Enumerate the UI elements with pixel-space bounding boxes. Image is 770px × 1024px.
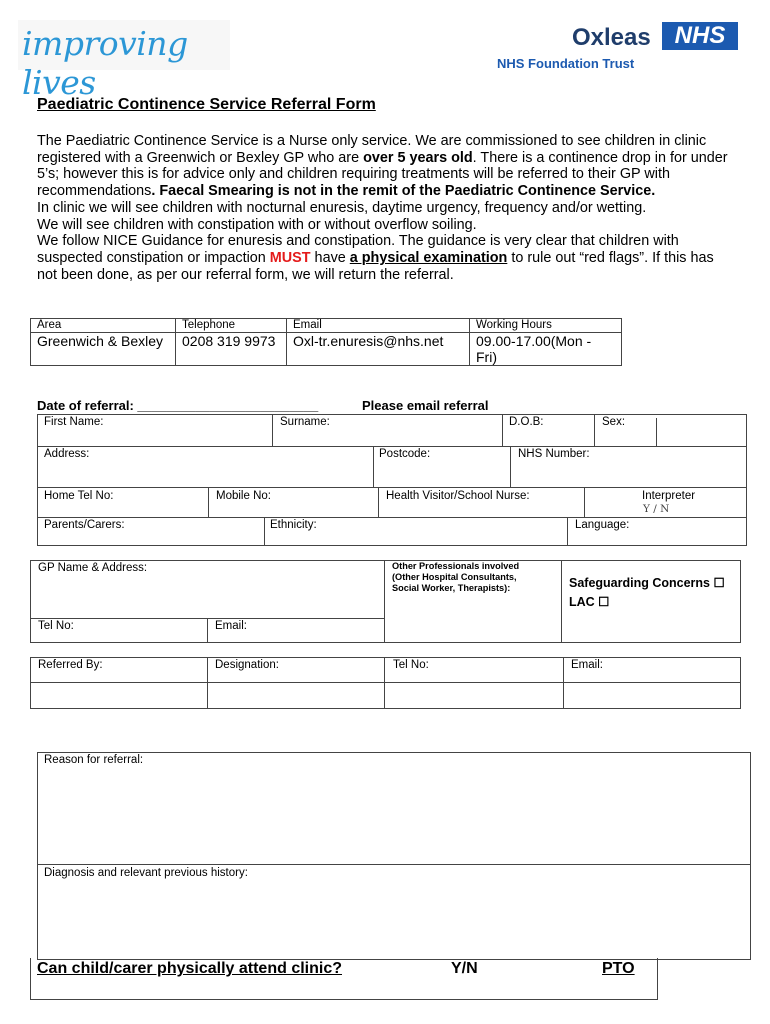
divider bbox=[584, 487, 585, 517]
designation-field[interactable]: Designation: bbox=[215, 659, 279, 671]
divider bbox=[594, 414, 595, 446]
divider bbox=[207, 618, 208, 643]
divider bbox=[272, 414, 273, 446]
intro-p4e: to rule out “red flags”. If this has not been done, as per our referral form, we will return the referral. bbox=[37, 249, 714, 283]
intro-physical-exam: a physical examination bbox=[349, 249, 508, 266]
improving-lives-text: improving lives bbox=[22, 24, 188, 102]
intro-paragraph-2: In clinic we will see children with nocturnal enuresis, daytime urgency, frequency and/or wetting. bbox=[37, 199, 647, 216]
address-field[interactable]: Address: bbox=[44, 448, 90, 460]
intro-must: MUST bbox=[269, 249, 311, 266]
divider bbox=[656, 418, 657, 446]
safeguarding-checkbox[interactable]: Safeguarding Concerns ☐ bbox=[569, 576, 725, 590]
intro-p1d: . Faecal Smearing is not in the remit of the Paediatric Continence Service. bbox=[151, 183, 656, 200]
contact-table bbox=[30, 318, 622, 366]
divider bbox=[37, 864, 751, 865]
gp-email-field[interactable]: Email: bbox=[215, 620, 247, 632]
intro-paragraph-3: We will see children with constipation with or without overflow soiling. bbox=[37, 216, 477, 233]
postcode-field[interactable]: Postcode: bbox=[379, 448, 431, 460]
mobile-field[interactable]: Mobile No: bbox=[216, 490, 271, 502]
intro-p1b: over 5 years old bbox=[363, 149, 473, 166]
first-name-field[interactable]: First Name: bbox=[44, 416, 104, 428]
gp-name-address-field[interactable]: GP Name & Address: bbox=[38, 562, 148, 574]
interpreter-label: Interpreter bbox=[642, 490, 696, 502]
improving-lives-logo bbox=[18, 20, 230, 102]
attend-clinic-question: Can child/carer physically attend clinic? bbox=[37, 960, 342, 977]
patient-details-box bbox=[37, 414, 747, 546]
referrer-tel-field[interactable]: Tel No: bbox=[393, 659, 429, 671]
divider bbox=[264, 517, 265, 546]
lac-checkbox[interactable]: LAC ☐ bbox=[569, 595, 610, 609]
nhs-logo: NHS bbox=[662, 22, 738, 50]
reason-box bbox=[37, 752, 751, 960]
contact-telephone: 0208 319 9973 bbox=[176, 333, 287, 366]
date-of-referral-label: Date of referral: _________________________ bbox=[37, 398, 319, 413]
trust-name: NHS Foundation Trust bbox=[497, 56, 635, 71]
contact-area: Greenwich & Bexley bbox=[31, 333, 176, 366]
contact-header-area: Area bbox=[31, 319, 176, 333]
contact-header-hours: Working Hours bbox=[470, 319, 622, 333]
intro-p1c: . There is a continence drop in for under 5’s; however this is for advice only and children requiring treatments will be referred to their GP with recommendations bbox=[37, 149, 728, 200]
sex-field[interactable]: Sex: bbox=[602, 416, 626, 428]
divider bbox=[373, 446, 374, 487]
dob-field[interactable]: D.O.B: bbox=[509, 416, 544, 428]
divider bbox=[502, 414, 503, 446]
divider bbox=[510, 446, 511, 487]
language-field[interactable]: Language: bbox=[575, 519, 630, 531]
contact-hours: 09.00-17.00(Mon - Fri) bbox=[470, 333, 622, 366]
contact-header-email: Email bbox=[287, 319, 470, 333]
divider bbox=[384, 657, 385, 709]
referrer-box bbox=[30, 657, 741, 709]
other-professionals-line-3: Social Worker, Therapists): bbox=[392, 583, 511, 593]
divider bbox=[561, 560, 562, 643]
divider bbox=[37, 446, 747, 447]
pto-label: PTO bbox=[602, 960, 635, 977]
referred-by-field[interactable]: Referred By: bbox=[38, 659, 103, 671]
divider bbox=[30, 682, 741, 683]
other-professionals-line-1: Other Professionals involved bbox=[392, 561, 520, 571]
divider bbox=[384, 560, 385, 643]
interpreter-yn[interactable]: Y / N bbox=[643, 503, 670, 515]
divider bbox=[567, 517, 568, 546]
other-professionals-label[interactable] bbox=[392, 561, 519, 594]
health-visitor-field[interactable]: Health Visitor/School Nurse: bbox=[386, 490, 530, 502]
parents-carers-field[interactable]: Parents/Carers: bbox=[44, 519, 125, 531]
intro-paragraph-1 bbox=[37, 133, 737, 200]
ethnicity-field[interactable]: Ethnicity: bbox=[270, 519, 317, 531]
attend-clinic-yn[interactable]: Y/N bbox=[451, 960, 478, 977]
nhs-number-field[interactable]: NHS Number: bbox=[518, 448, 590, 460]
intro-paragraph-4 bbox=[37, 233, 737, 283]
page-title: Paediatric Continence Service Referral Form bbox=[37, 96, 376, 113]
referrer-email-field[interactable]: Email: bbox=[571, 659, 603, 671]
gp-tel-field[interactable]: Tel No: bbox=[38, 620, 74, 632]
intro-p4a: We follow NICE Guidance for enuresis and constipation. The guidance is very clear that children with suspected constipation or impaction bbox=[37, 233, 679, 266]
divider bbox=[37, 517, 747, 518]
intro-p4c: have bbox=[310, 249, 350, 266]
oxleas-logo-text: Oxleas bbox=[572, 24, 651, 51]
divider bbox=[207, 657, 208, 709]
surname-field[interactable]: Surname: bbox=[280, 416, 330, 428]
diagnosis-history-field[interactable]: Diagnosis and relevant previous history: bbox=[44, 867, 248, 879]
intro-text bbox=[37, 133, 737, 283]
contact-header-telephone: Telephone bbox=[176, 319, 287, 333]
please-email-label: Please email referral bbox=[362, 398, 489, 413]
divider bbox=[208, 487, 209, 517]
divider bbox=[378, 487, 379, 517]
contact-email: Oxl-tr.enuresis@nhs.net bbox=[287, 333, 470, 366]
intro-p1a: The Paediatric Continence Service is a Nurse only service. We are commissioned to see children in clinic registered with a Greenwich or Bexley GP who are bbox=[37, 133, 707, 166]
divider bbox=[37, 487, 747, 488]
divider bbox=[563, 657, 564, 709]
other-professionals-line-2: (Other Hospital Consultants, bbox=[392, 572, 517, 582]
home-tel-field[interactable]: Home Tel No: bbox=[44, 490, 114, 502]
reason-for-referral-field[interactable]: Reason for referral: bbox=[44, 754, 144, 766]
